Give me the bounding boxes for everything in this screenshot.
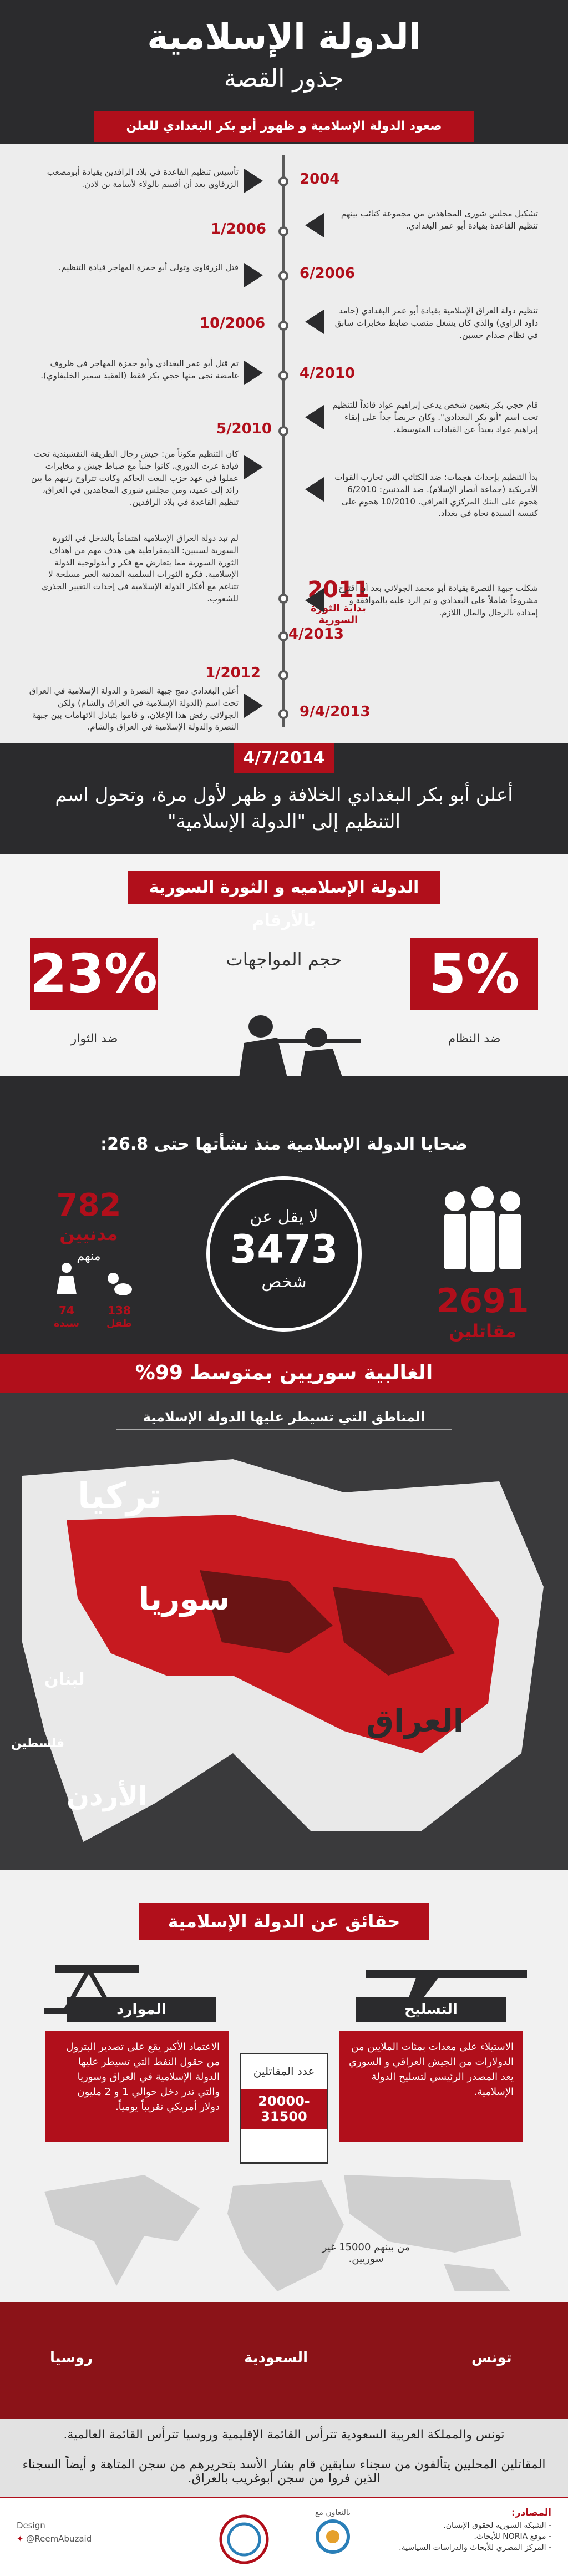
arrow-left-icon <box>305 477 324 502</box>
woman-icon <box>55 1262 78 1301</box>
page-title: الدولة الإسلامية <box>147 17 421 58</box>
event-text: تشكيل مجلس شورى المجاهدين من مجموعة كتائب بينهم تنظيم القاعدة بقيادة أبو عمر البغدادي. <box>341 209 538 231</box>
event-text: تأسيس تنظيم القاعدة في بلاد الرافدين بقيادة أبومصعب الزرقاوي بعد أن أقسم بالولاء لأسامة بن لادن. <box>47 167 239 189</box>
timeline-node <box>278 271 288 281</box>
rifle-icon <box>361 1953 538 2003</box>
facts-section <box>0 1870 568 2419</box>
children-label: طفل <box>106 1318 132 1329</box>
timeline-node <box>278 176 288 186</box>
country-turkey: تركيا <box>78 1476 162 1517</box>
fighters-box-value: 20000-31500 <box>241 2089 327 2129</box>
arrow-left-icon <box>305 213 324 237</box>
civilians-label: مدنيين <box>59 1223 118 1244</box>
timeline-node <box>278 321 288 331</box>
partner-logo-icon <box>311 2517 355 2556</box>
arrow-right-icon <box>244 263 263 287</box>
event-text: تم قتل أبو عمر البغدادي وأبو حمزة المهاجر في ظروف غامضة نجى منها حجي بكر فقط (العقيد سمير الخليفاوي). <box>40 358 239 381</box>
arms-heading: التسليح <box>356 1997 506 2022</box>
numbers-ribbon: الدولة الإسلاميه و الثورة السورية بالأرقام <box>128 871 440 904</box>
total-victims-circle <box>206 1176 362 1332</box>
facts-ribbon: حقائق عن الدولة الإسلامية <box>139 1903 429 1940</box>
numbers-section <box>0 854 568 1121</box>
date-4-2013: 4/2013 <box>288 626 344 642</box>
source-item: - موقع NORIA للأبحاث. <box>474 2532 551 2541</box>
conclusion-line-2: المقاتلين المحليين يتألفون من سجناء سابقين قام بشار الأسد بتحريرهم من سجن المتاهة و أيضاً السجناء الذين فروا من سجن أبوغريب بالعراق. <box>22 2458 546 2486</box>
event-text: أعلن البغدادي دمج جبهة النصرة و الدولة الإسلامية في العراق تحت اسم (الدولة الإسلامية في العراق والشام) ولكن الجولاني رفض هذا الإعلان، و قاموا بتبادل الاتهامات بين جبهة النصرة والدولة الإسلامية في العراق والشام. <box>29 686 239 732</box>
fighters-count: 2691 <box>436 1282 529 1320</box>
revolution-label: بداية الثورة السورية <box>311 603 366 626</box>
caliphate-date: 4/7/2014 <box>234 743 334 773</box>
date-5-2010: 5/2010 <box>216 421 272 437</box>
country-tunisia: تونس <box>471 2350 512 2366</box>
date-1-2006: 1/2006 <box>211 221 266 237</box>
not-less-label: لا يقل عن <box>250 1207 318 1227</box>
sources <box>385 2506 551 2554</box>
header <box>0 0 568 144</box>
countries-strip <box>0 2302 568 2419</box>
country-syria: سوريا <box>139 1581 230 1617</box>
map-title: المناطق التي تسيطر عليها الدولة الإسلامية <box>116 1409 452 1430</box>
majority-banner: الغالبية سوريين بمتوسط 99% <box>0 1354 568 1393</box>
anniversary-logo-icon <box>211 2512 277 2567</box>
victims-section <box>0 1121 568 1354</box>
regime-label: ضد النظام <box>448 1032 501 1046</box>
date-6-2006: 6/2006 <box>300 265 355 282</box>
arrow-right-icon <box>244 694 263 718</box>
victims-heading: ضحايا الدولة الإسلامية منذ نشأتها حتى 26.8: <box>100 1135 468 1154</box>
timeline-node <box>278 226 288 236</box>
design-label: Design <box>17 2521 45 2531</box>
date-9-4-2013: 9/4/2013 <box>300 704 371 720</box>
caliphate-section <box>0 743 568 854</box>
date-1-2012: 1/2012 <box>205 665 261 681</box>
handle-text: @ReemAbuzaid <box>26 2534 92 2544</box>
date-2004: 2004 <box>300 171 340 188</box>
source-item: - الشبكة السورية لحقوق الإنسان. <box>443 2521 551 2530</box>
fighters-box <box>240 2053 328 2164</box>
partner-label: بالتعاون مع <box>315 2508 351 2517</box>
arrow-right-icon <box>244 455 263 479</box>
children-count: 138 <box>108 1304 131 1317</box>
country-jordan: الأردن <box>67 1781 148 1812</box>
event-text: قام حجي بكر بتعيين شخص يدعى إبراهيم عواد قائداً للتنظيم تحت اسم "أبو بكر البغدادي". وكان حريصاً جداً على إبقاء إبراهيم عواد بعيداً عن القيادات المتوسطة. <box>332 400 538 434</box>
timeline-node <box>278 594 288 604</box>
date-10-2006: 10/2006 <box>200 315 266 332</box>
timeline-node <box>278 371 288 381</box>
timeline-node <box>278 426 288 436</box>
arrow-left-icon <box>305 588 324 613</box>
event-text: قتل الزرقاوي وتولى أبو حمزة المهاجر قيادة التنظيم. <box>58 262 239 272</box>
world-map <box>33 2158 535 2297</box>
resources-heading: الموارد <box>67 1997 216 2022</box>
soldiers-silhouette-icon <box>200 1004 377 1082</box>
event-text: لم تبد دولة العراق الإسلامية اهتماماً بالتدخل في الثورة السورية لسببين: الديمقراطية هي هدف مهم من أهداف الثورة السورية مما يتعارض مع فكر و أيدولوجية الدولة الإسلامية. فكرة الثورات السلمية المدنية الغير مسلحة لا تتناغم مع أفكار الدولة الإسلامية في إحداث التغيير الجذري للشعوب. <box>42 533 239 604</box>
timeline-node <box>278 670 288 680</box>
twitter-icon: ✦ <box>17 2534 24 2544</box>
partner-logo <box>311 2508 355 2558</box>
country-saudi: السعودية <box>244 2350 308 2366</box>
revolution-year: 2011 <box>307 577 369 603</box>
country-russia: روسيا <box>50 2350 93 2366</box>
arrow-left-icon <box>305 405 324 429</box>
regime-percent: 5% <box>410 938 538 1010</box>
arrow-left-icon <box>305 310 324 334</box>
child-icon <box>105 1271 133 1298</box>
foreign-fighters-note: من بينهم 15000 غير سوريين. <box>322 2241 410 2265</box>
timeline <box>0 144 568 743</box>
of-them-label: منهم <box>77 1249 101 1263</box>
footer <box>0 2497 568 2576</box>
rebels-label: ضد الثوار <box>70 1032 118 1046</box>
arms-text: الاستيلاء على معدات بمئات الملايين من الدولارات من الجيش العراقي و السوري يعد المصدر الرئيسي لتسليح الدولة الإسلامية. <box>339 2031 523 2142</box>
total-victims: 3473 <box>230 1227 338 1272</box>
country-iraq: العراق <box>366 1703 464 1739</box>
map-section <box>0 1393 568 1870</box>
civilians-count: 782 <box>56 1187 121 1223</box>
timeline-node <box>278 631 288 641</box>
country-palestine: فلسطين <box>11 1737 64 1750</box>
timeline-node <box>278 709 288 719</box>
conclusion-line-1: تونس والمملكة العربية السعودية تترأس القائمة الإقليمية وروسيا تترأس القائمة العالمية. <box>63 2428 505 2442</box>
fighters-icon <box>427 1182 538 1276</box>
date-4-2010: 4/2010 <box>300 365 355 382</box>
person-label: شخص <box>261 1272 307 1292</box>
timeline-banner: صعود الدولة الإسلامية و ظهور أبو بكر البغدادي للعلن <box>94 111 474 142</box>
ground-strip <box>0 1076 568 1121</box>
country-lebanon: لبنان <box>44 1670 85 1689</box>
fighters-box-label: عدد المقاتلين <box>253 2064 315 2078</box>
sources-title: المصادر: <box>511 2507 551 2518</box>
designer-credit <box>17 2521 139 2544</box>
resources-text: الاعتماد الأكبر يقع على تصدير البترول من حقول النفط التي تسيطر عليها الدولة الإسلامية في العراق وسوريا والتي تدر دخل حوالي 1 و 2 مليون دولار أمريكي تقريباً يومياً. <box>45 2031 229 2142</box>
fighters-label: مقاتلين <box>449 1320 516 1342</box>
confrontations-label: حجم المواجهات <box>226 949 342 970</box>
designer-handle[interactable] <box>17 2534 139 2544</box>
caliphate-text: أعلن أبو بكر البغدادي الخلافة و ظهر لأول مرة، وتحول اسم التنظيم إلى "الدولة الإسلامية" <box>55 784 513 833</box>
source-item: - المركز المصري للأبحاث والدراسات السياسية. <box>399 2543 551 2553</box>
conclusion-text <box>0 2419 568 2497</box>
arrow-right-icon <box>244 361 263 385</box>
women-count: 74 <box>59 1304 74 1317</box>
event-text: شكلت جبهة النصرة بقيادة أبو محمد الجولاني بعد أن اقترح مشروعاً شاملاً على البغدادي و تم الرد عليه بالموافقة و إمداده بالرجال والمال اللازم. <box>338 583 538 618</box>
event-text: كان التنظيم مكوناً من: جيش رجال الطريقة النقشبندية تحت قيادة عزت الدوري، كانوا جنباً مع ضباط جيش و مخابرات عملوا في عهد حزب البعث الحاكم وكانت تتراوح رتبهم ما بين رائد إلى عميد، ومن مجلس شورى المجاهدين في العراق، تنظيم القاعدة في بلاد الرافدين. <box>31 449 239 507</box>
page-subtitle: جذور القصة <box>224 64 344 93</box>
event-text: بدأ التنظيم بإحداث هجمات: ضد الكتائب التي تحارب القوات الأمريكية (جماعة أنصار الإسلام). ضد المدنيين: 6/2010 هجوم على البنك المركزي العراقي. 10/2010 هجوم على كنيسة السيدة نجاة في بغداد. <box>334 472 538 519</box>
arrow-right-icon <box>244 169 263 193</box>
event-text: تنظيم دولة العراق الإسلامية بقيادة أبو عمر البغدادي (حامد داود الزاوي) والذي كان يشغل منصب ضابط مخابرات سابق في نظام صدام حسين. <box>334 306 538 340</box>
rebels-percent: 23% <box>30 938 158 1010</box>
women-label: سيدة <box>53 1318 80 1329</box>
